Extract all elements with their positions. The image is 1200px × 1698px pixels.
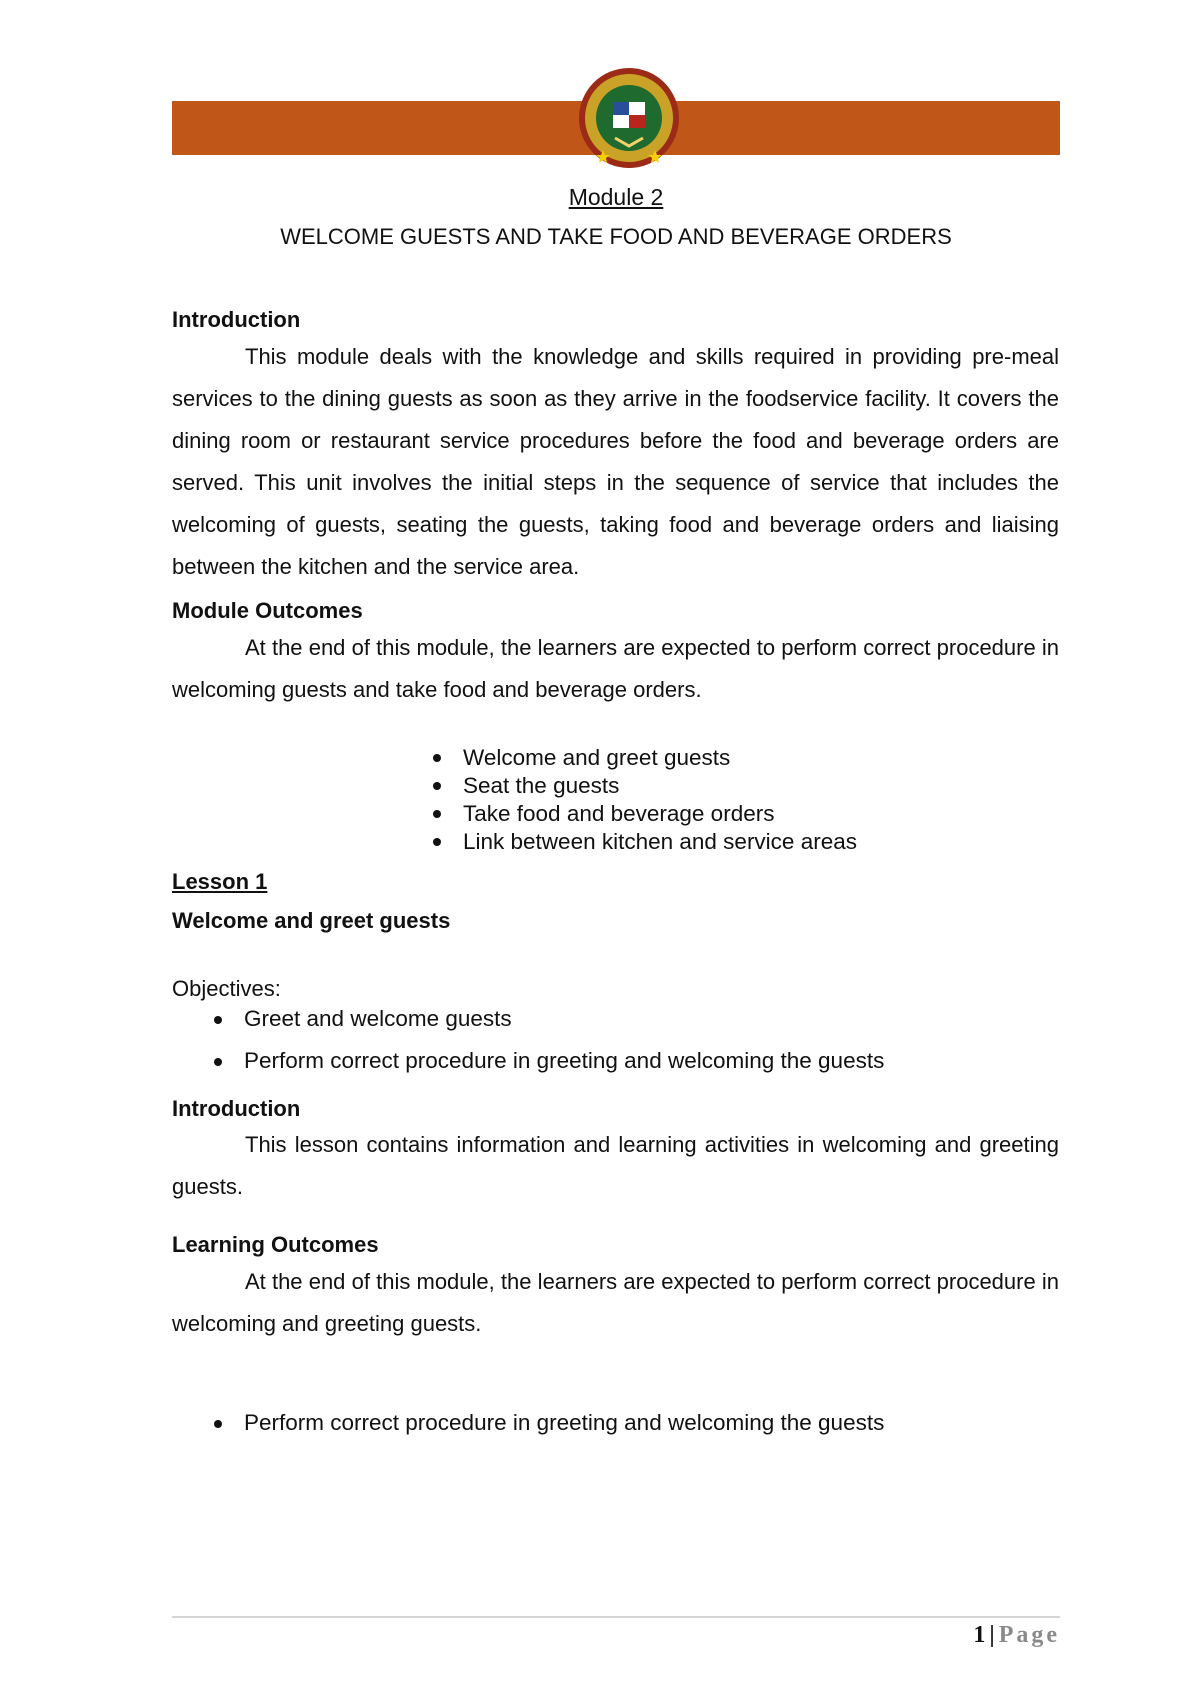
module-outcomes-list bbox=[463, 745, 857, 857]
module-number: Module 2 bbox=[568, 184, 664, 210]
learning-outcomes-paragraph: At the end of this module, the learners are expected to perform correct procedure in welcoming and greeting guests. bbox=[172, 1269, 1059, 1336]
bullet-icon bbox=[214, 1016, 222, 1024]
module-title: WELCOME GUESTS AND TAKE FOOD AND BEVERAGE ORDERS bbox=[280, 224, 952, 249]
intro-paragraph: This module deals with the knowledge and skills required in providing pre-meal services to the dining guests as soon as they arrive in the foodservice facility. It covers the dining room or restaurant service procedures before the food and beverage orders are served. This unit involves the initial steps in the sequence of service that includes the welcoming of guests, seating the guests, taking food and beverage orders and liaising between the kitchen and the service area. bbox=[172, 344, 1059, 579]
bullet-icon bbox=[214, 1058, 222, 1066]
objectives-label: Objectives: bbox=[172, 976, 281, 1001]
bullet-icon bbox=[433, 754, 441, 762]
page-number: 1 bbox=[973, 1622, 986, 1648]
lesson-title: Welcome and greet guests bbox=[172, 908, 451, 933]
lesson-intro-heading: Introduction bbox=[172, 1096, 301, 1121]
objectives-list bbox=[244, 1006, 884, 1090]
lesson-intro-paragraph: This lesson contains information and learning activities in welcoming and greeting guests. bbox=[172, 1132, 1059, 1199]
list-item: Seat the guests bbox=[463, 773, 857, 801]
intro-heading: Introduction bbox=[172, 307, 301, 332]
bullet-icon bbox=[433, 810, 441, 818]
list-item: Link between kitchen and service areas bbox=[463, 829, 857, 857]
module-outcomes-heading: Module Outcomes bbox=[172, 598, 363, 623]
learning-outcomes-heading: Learning Outcomes bbox=[172, 1232, 379, 1257]
list-item: Greet and welcome guests bbox=[244, 1006, 884, 1048]
lesson-label: Lesson 1 bbox=[172, 869, 268, 894]
list-item: Perform correct procedure in greeting and welcoming the guests bbox=[244, 1048, 884, 1090]
bullet-icon bbox=[214, 1420, 222, 1428]
list-item: Take food and beverage orders bbox=[463, 801, 857, 829]
list-item: Perform correct procedure in greeting and welcoming the guests bbox=[244, 1410, 884, 1452]
page-separator: | bbox=[989, 1622, 995, 1648]
page-label: Page bbox=[998, 1622, 1060, 1648]
bullet-icon bbox=[433, 838, 441, 846]
footer-divider bbox=[172, 1616, 1060, 1618]
page-footer bbox=[973, 1622, 1060, 1649]
university-seal-logo bbox=[577, 66, 681, 170]
bullet-icon bbox=[433, 782, 441, 790]
module-outcomes-paragraph: At the end of this module, the learners are expected to perform correct procedure in welcoming guests and take food and beverage orders. bbox=[172, 635, 1059, 702]
list-item: Welcome and greet guests bbox=[463, 745, 857, 773]
learning-outcomes-list bbox=[244, 1410, 884, 1452]
